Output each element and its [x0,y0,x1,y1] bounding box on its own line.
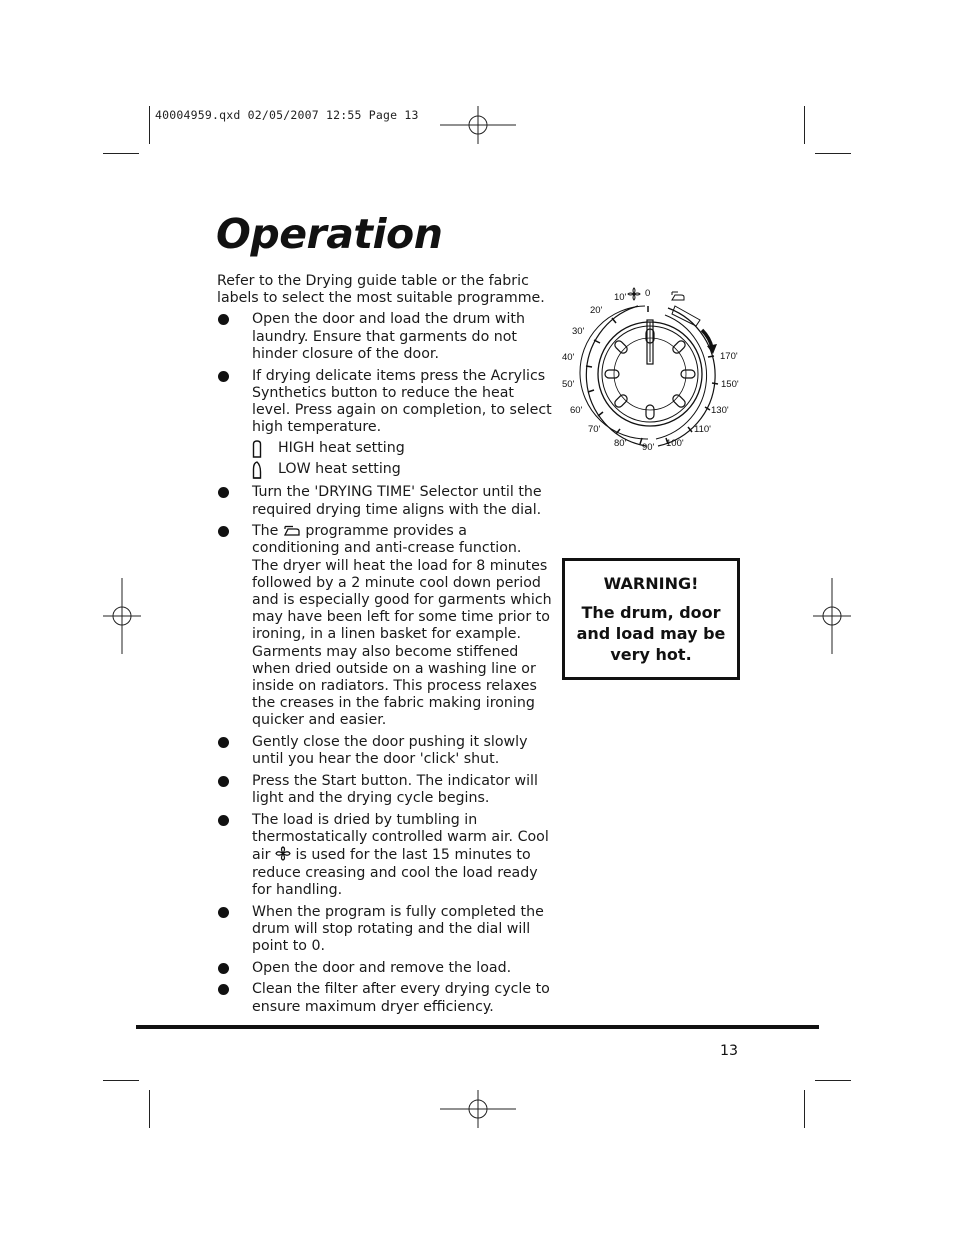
heat-settings [217,438,552,480]
list-item: If drying delicate items press the Acrylics Synthetics button to reduce the heat level. Press again on completion, to select high temperature. [217,368,552,437]
crop-mark [149,106,150,144]
bullet-icon [218,984,229,995]
dial-label: 110' [694,424,711,435]
list-item: Press the Start button. The indicator will light and the drying cycle begins. [217,773,552,807]
dial-label: 130' [711,405,729,416]
registration-mark-icon [440,106,516,144]
bullet-icon [218,737,229,748]
list-item: When the program is fully completed the drum will stop rotating and the dial will point to 0. [217,904,552,956]
low-heat-label: LOW heat setting [278,461,401,478]
crop-mark [103,1080,139,1081]
high-heat-label: HIGH heat setting [278,440,405,457]
warning-text: The drum, door and load may be very hot. [576,603,726,664]
dial-label: 40' [562,352,575,363]
dial-label: 170' [720,351,738,362]
crop-mark [804,1090,805,1128]
warning-box [562,558,740,680]
dial-label: 10' [614,292,627,303]
page-title: Operation [216,210,443,258]
list-item: The programme provides a conditioning and anti-crease function. The dryer will heat the load for 8 minutes followed by a 2 minute cool down period and is especially good for garments which may have been left for some time prior to ironing, in a linen basket for example. Garments may also become stiffened when dried outside on a washing line or inside on radiators. This process relaxes the creases in the fabric making ironing quicker and easier. [217,523,552,729]
dial-label: 30' [572,326,585,337]
dial-label: 150' [721,379,739,390]
high-heat-row [252,438,552,459]
dial-label: 20' [590,305,603,316]
registration-mark-icon [440,1090,516,1128]
drying-time-dial [550,278,750,458]
iron-icon [672,292,684,300]
instructions [217,273,552,1020]
page-number: 13 [720,1043,739,1059]
dial-label: 50' [562,379,575,390]
dial-label: 100' [666,438,684,449]
crop-mark [815,1080,851,1081]
print-slug: 40004959.qxd 02/05/2007 12:55 Page 13 [155,108,419,122]
warning-heading: WARNING! [603,574,699,593]
dial-label: 80' [614,438,627,449]
bullet-icon [218,314,229,325]
list-item: Open the door and load the drum with laundry. Ensure that garments do not hinder closure of the door. [217,311,552,363]
bullet-icon [218,815,229,826]
step-list [217,311,552,436]
bullet-icon [218,776,229,787]
list-item: Clean the filter after every drying cycle to ensure maximum dryer efficiency. [217,981,552,1015]
intro-text: Refer to the Drying guide table or the fabric labels to select the most suitable programme. [217,273,545,307]
list-item: Gently close the door pushing it slowly until you hear the door 'click' shut. [217,734,552,768]
registration-mark-icon [103,578,141,654]
iron-icon [283,525,301,537]
bullet-icon [218,526,229,537]
registration-mark-icon [813,578,851,654]
bullet-icon [218,487,229,498]
footer-rule [136,1025,819,1029]
cool-air-icon [628,288,640,300]
list-item: Open the door and remove the load. [217,960,552,977]
dial-label: 70' [588,424,601,435]
crop-mark [103,153,139,154]
dial-label: 0 [645,288,651,299]
cool-air-icon [275,846,291,861]
bullet-icon [218,371,229,382]
dial-label: 90' [642,442,655,453]
list-item: Turn the 'DRYING TIME' Selector until the required drying time aligns with the dial. [217,484,552,518]
bullet-icon [218,907,229,918]
step-list [217,484,552,1015]
list-item: The load is dried by tumbling in thermostatically controlled warm air. Cool air is used for the last 15 minutes to reduce creasing and cool the load ready for handling. [217,812,552,899]
high-heat-icon [252,440,262,458]
crop-mark [149,1090,150,1128]
low-heat-row [252,459,552,480]
crop-mark [815,153,851,154]
bullet-icon [218,963,229,974]
crop-mark [804,106,805,144]
dial-label: 60' [570,405,583,416]
low-heat-icon [252,461,262,479]
